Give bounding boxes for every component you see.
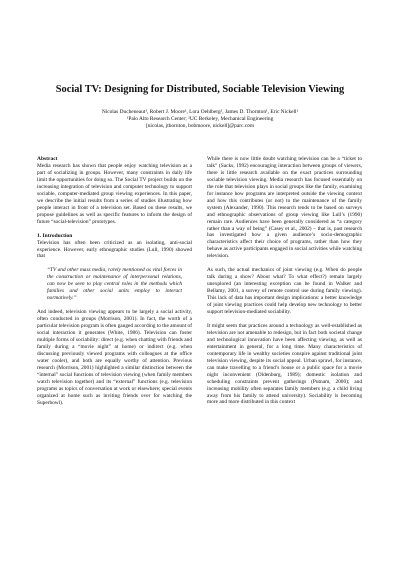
body-paragraph-1: While there is now little doubt watching television can be a “ticket to talk” (Sacks, 1992) encouraging interaction between groups of viewers, there is little research available on the exact practices surrounding sociable television viewing. Media research has focused essentially on the role that television plays in social groups like the family, examining for instance how programs are interpreted outside the viewing context and how this contributes (or not) to the maintenance of the family system (Alexander, 1990). This research tends to be based on surveys and ethnographic observations of group viewing like Lull’s (1990) remain rare. Audiences have been generally considered as “a category rather than a way of being” (Casey et al., 2002) – that is, past research has investigated how a given audience’s socio-demographic characteristics affect their choice of programs, rather than how they behave as active participants engaged in social activities while watching television. bbox=[207, 156, 362, 260]
author-names: Nicolas Ducheneaut¹, Robert J. Moore¹, Lora Oehlberg², James D. Thornton¹, Eric Nickell¹ bbox=[101, 109, 299, 115]
intro-paragraph-1: Television has often been criticized as an isolating, anti-social experience. However, early ethnographic studies (Lull, 1990) showed that bbox=[37, 239, 192, 260]
abstract-heading: Abstract bbox=[37, 156, 58, 162]
author-affiliations: ¹Palo Alto Research Center; ²UC Berkeley, Mechanical Engineering bbox=[126, 116, 274, 123]
intro-paragraph-2: And indeed, television viewing appears to be largely a social activity, often conducted in groups (Morrison, 2001). In fact, the worth of a particular television program is often gauged according to the amount of social interaction it generates (White, 1986). Television can foster multiple forms of sociability: direct (e.g. when chatting with friends and family during a “movie night” at home) or indirect (e.g. when discussing previously viewed programs with colleagues at the office water cooler), and both are equally worthy of attention. Previous research (Morrison, 2001) highlighted a similar distinction between the “internal” social functions of television viewing (when family members watch television together) and its “external” functions (e.g. television programs as topics of conversation at work or elsewhere; special events organized at home such as inviting friends over for watching the Superbowl). bbox=[37, 309, 192, 406]
paper-title: Social TV: Designing for Distributed, Sociable Television Viewing bbox=[55, 84, 345, 95]
left-column bbox=[37, 156, 192, 414]
right-column bbox=[207, 156, 362, 413]
body-paragraph-3: It might seem that practices around a technology as well-established as television are not amenable to redesign, but in fact both societal change and technological innovation have been affecting viewing, as well as entertainment in general, for a long time. Many characteristics of contemporary life in wealthy societies conspire against traditional joint television viewing, despite its social appeal. Urban sprawl, for instance, can make travelling to a friend’s house or a public space for a movie night inconvenient (Oldenburg, 1989); domestic isolation and scheduling constraints prevent gatherings (Putnam, 2000); and increasing mobility often separates family members (e.g. a child living away from his family to attend university). Sociability is becoming more and more distributed in this context bbox=[207, 322, 362, 406]
intro-quote: “TV and other mass media, rarely mentioned as vital forces in the construction or maintenance of interpersonal relations, can now be seen to play central roles in the methods which families and other social units employ to interact normatively.” bbox=[47, 267, 182, 302]
introduction-heading: 1. Introduction bbox=[37, 232, 73, 239]
author-emails: [nicolas, jthornton, bobmoore, nickell]@parc.com bbox=[145, 123, 255, 130]
abstract-text: Media research has shown that people enjoy watching television as a part of socializing in groups. However, many constraints in daily life limit the opportunities for doing so. The Social TV project builds on the increasing integration of television and computer technology to support sociable, computer-mediated group viewing experiences. In this paper, we describe the initial results from a series of studies illustrating how people interact in front of a television set. Based on these results, we propose guidelines as well as specific features to inform the design of future “social-television” prototypes. bbox=[37, 163, 192, 225]
author-block bbox=[40, 109, 360, 131]
body-paragraph-2: As such, the actual mechanics of joint viewing (e.g. When do people talk during a show? About what? To what effect?) remain largely unexplored (an interesting exception can be found in Walker and Bellamy, 2001, a survey of remote control use during family viewing). This lack of data has important design implications: a better knowledge of joint viewing practices could help develop new technology to better support television-mediated sociability. bbox=[207, 267, 362, 316]
